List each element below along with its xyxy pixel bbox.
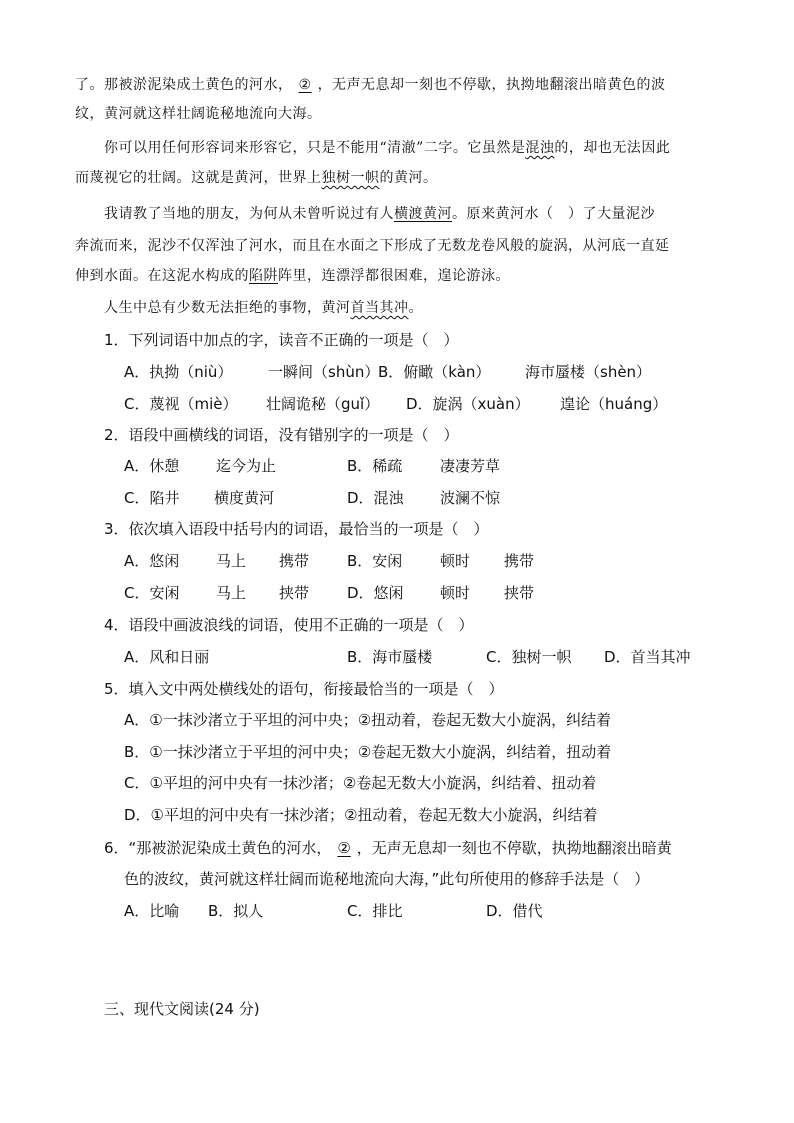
wavy-word-dushu: 独树一帜 <box>321 170 380 186</box>
q4-option-a: A．风和日丽 <box>124 648 210 666</box>
q4-option-b: B．海市蜃楼 <box>347 648 433 666</box>
q5-option-b: B．①一抹沙渚立于平坦的河中央；②卷起无数大小旋涡，纠结着，扭动着 <box>124 743 612 761</box>
q6-option-c: C．排比 <box>347 902 403 920</box>
q2-option-d-2: 波澜不惊 <box>440 489 501 507</box>
question-6-stem-line-2: 色的波纹，黄河就这样壮阔而诡秘地流向大海，”此句所使用的修辞手法是（ ） <box>124 870 650 888</box>
q3-option-b-2: 顿时 <box>440 552 471 570</box>
q5-option-d: D．①平坦的河中央有一抹沙渚；②扭动着，卷起无数大小旋涡，纠结着 <box>124 806 598 824</box>
passage-line-5: 我请教了当地的朋友，为何从未曾听说过有人横渡黄河。原来黄河水（ ）了大量泥沙 <box>104 206 655 222</box>
q6-option-d: D．借代 <box>486 902 543 920</box>
passage-line-7: 伸到水面。在这泥水构成的陷阱阵里，连漂浮都很困难，遑论游泳。 <box>75 268 510 284</box>
q1-option-c-2: 壮阔诡秘（guǐ） <box>266 395 380 413</box>
underline-word-hengdu: 横渡黄河 <box>394 206 452 222</box>
question-3-stem: 3．依次填入语段中括号内的词语，最恰当的一项是（ ） <box>104 520 489 538</box>
q4-option-c: C．独树一帜 <box>486 648 572 666</box>
q6-blank-2: ② <box>337 839 351 857</box>
passage-line-6: 奔流而来，泥沙不仅浑浊了河水，而且在水面之下形成了无数龙卷风般的旋涡，从河底一直延 <box>75 238 670 254</box>
q3-option-d: D．悠闲 <box>347 584 404 602</box>
section-3-heading: 三、现代文阅读(24 分) <box>104 1000 260 1018</box>
passage-line-3: 你可以用任何形容词来形容它，只是不能用“清澈”二字。它虽然是混浊的，却也无法因此 <box>104 140 671 156</box>
question-4-stem: 4．语段中画波浪线的词语，使用不正确的一项是（ ） <box>104 616 474 634</box>
q3-option-c: C．安闲 <box>124 584 180 602</box>
q2-option-d: D．混浊 <box>347 489 404 507</box>
question-6-stem-line-1: 6．“那被淤泥染成土黄色的河水， ② ，无声无息却一刻也不停歇，执拗地翻滚出暗黄 <box>104 839 672 857</box>
q2-option-c: C．陷井 <box>124 489 180 507</box>
q3-option-b-3: 携带 <box>504 552 535 570</box>
passage-line-2: 纹，黄河就这样壮阔诡秘地流向大海。 <box>75 106 322 122</box>
q2-option-a-2: 迄今为止 <box>216 457 277 475</box>
q2-option-b-2: 凄凄芳草 <box>440 457 501 475</box>
q1-option-d: D．旋涡（xuàn） <box>406 395 530 413</box>
q2-option-a: A．休憩 <box>124 457 180 475</box>
q3-option-c-2: 马上 <box>216 584 247 602</box>
underline-word-xianjing: 陷阱 <box>249 268 278 284</box>
q3-option-d-3: 挟带 <box>504 584 535 602</box>
q2-option-c-2: 横度黄河 <box>214 489 275 507</box>
passage-line-4: 而蔑视它的壮阔。这就是黄河，世界上独树一帜的黄河。 <box>75 170 438 186</box>
q2-option-b: B．稀疏 <box>347 457 403 475</box>
q3-option-a: A．悠闲 <box>124 552 180 570</box>
q3-option-a-2: 马上 <box>216 552 247 570</box>
passage-line-1: 了。那被淤泥染成土黄色的河水， ② ，无声无息却一刻也不停歇，执拗地翻滚出暗黄色的波 <box>75 77 666 93</box>
question-1-stem: 1．下列词语中加点的字，读音不正确的一项是（ ） <box>104 331 459 349</box>
q3-option-b: B．安闲 <box>347 552 403 570</box>
q1-option-b: B．俯瞰（kàn） <box>378 363 491 381</box>
q6-option-a: A．比喻 <box>124 902 180 920</box>
q1-option-d-2: 遑论（huáng） <box>560 395 668 413</box>
q1-option-a-2: 一瞬间（shùn） <box>268 363 380 381</box>
q3-option-c-3: 挟带 <box>279 584 310 602</box>
blank-2: ② <box>298 77 312 93</box>
question-2-stem: 2．语段中画横线的词语，没有错别字的一项是（ ） <box>104 426 459 444</box>
q1-option-b-2: 海市蜃楼（shèn） <box>525 363 652 381</box>
q3-option-d-2: 顿时 <box>440 584 471 602</box>
question-5-stem: 5．填入文中两处横线处的语句，衔接最恰当的一项是（ ） <box>104 680 504 698</box>
wavy-word-hunzhuo: 混浊 <box>525 140 555 156</box>
q5-option-c: C．①平坦的河中央有一抹沙渚；②卷起无数大小旋涡，纠结着、扭动着 <box>124 774 597 792</box>
q4-option-d: D．首当其冲 <box>604 648 691 666</box>
q1-option-a: A．执拗（niù） <box>124 363 233 381</box>
q1-option-c: C．蔑视（miè） <box>124 395 238 413</box>
wavy-word-shoudang: 首当其冲 <box>350 300 409 316</box>
q3-option-a-3: 携带 <box>279 552 310 570</box>
q5-option-a: A．①一抹沙渚立于平坦的河中央；②扭动着，卷起无数大小旋涡，纠结着 <box>124 711 612 729</box>
passage-line-8: 人生中总有少数无法拒绝的事物，黄河首当其冲。 <box>104 300 423 316</box>
q6-option-b: B．拟人 <box>208 902 264 920</box>
